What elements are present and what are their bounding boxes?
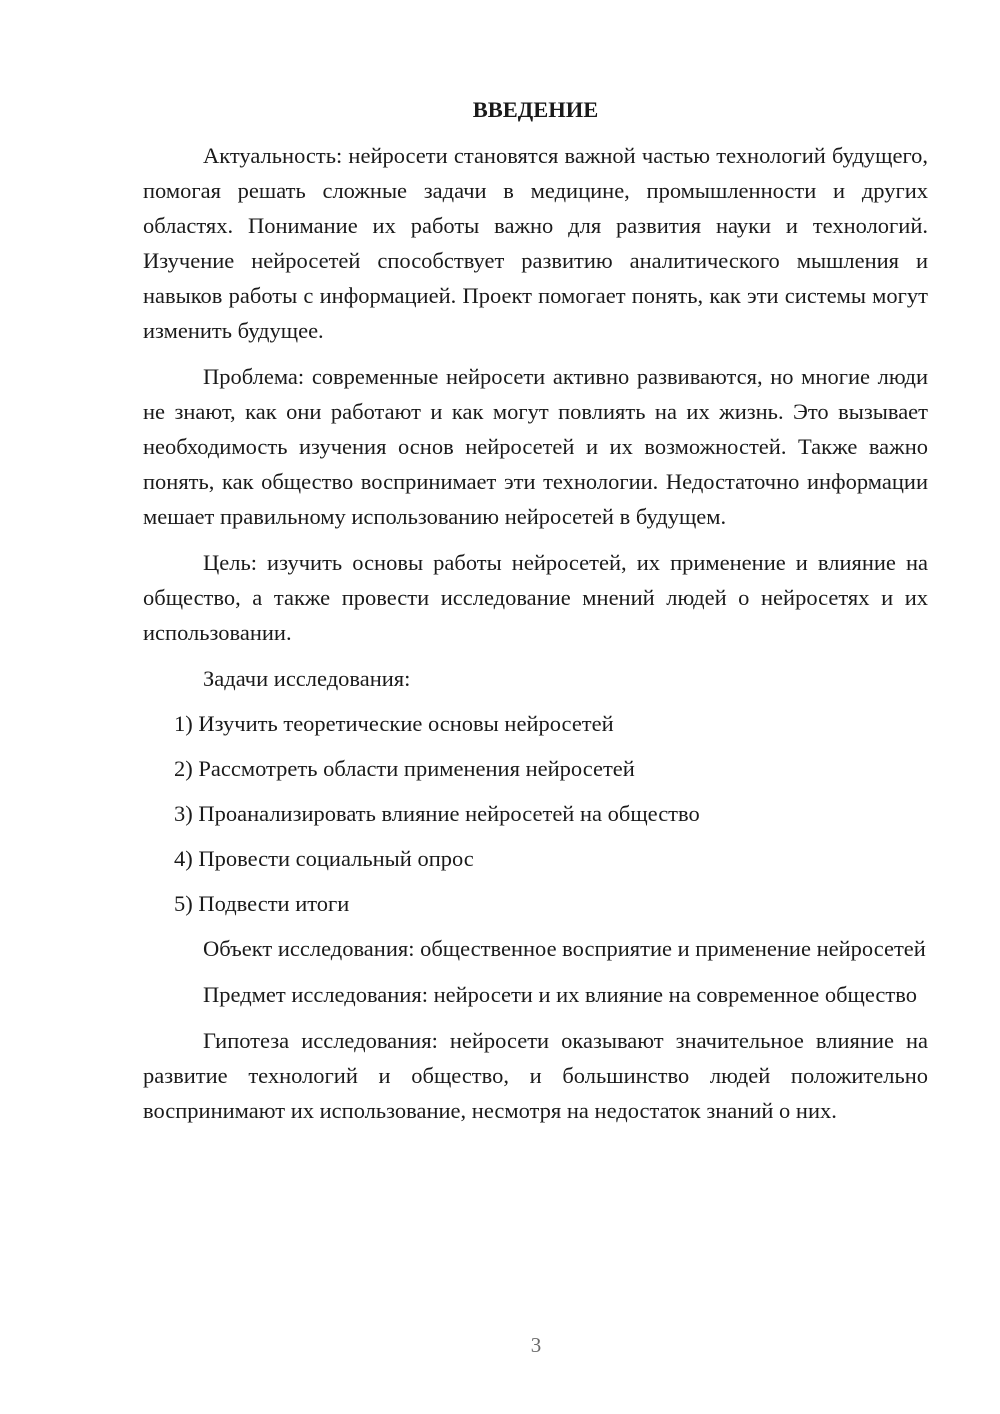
task-item-2: 2) Рассмотреть области применения нейросетей [174, 756, 635, 781]
goal-paragraph: Цель: изучить основы работы нейросетей, их применение и влияние на общество, а также провести исследование мнений людей о нейросетях и их использовании. [143, 550, 928, 645]
relevance-paragraph: Актуальность: нейросети становятся важной частью технологий будущего, помогая решать сложные задачи в медицине, промышленности и других областях. Понимание их работы важно для развития науки и технологий. Изучение нейросетей способствует развитию аналитического мышления и навыков работы с информацией. Проект помогает понять, как эти системы могут изменить будущее. [143, 143, 928, 343]
task-item-1: 1) Изучить теоретические основы нейросетей [174, 711, 614, 736]
tasks-list [143, 706, 928, 921]
tasks-heading: Задачи исследования: [203, 666, 411, 691]
task-item-5: 5) Подвести итоги [174, 891, 350, 916]
problem-paragraph: Проблема: современные нейросети активно развиваются, но многие люди не знают, как они работают и как могут повлиять на их жизнь. Это вызывает необходимость изучения основ нейросетей и их возможностей. Также важно понять, как общество воспринимает эти технологии. Недостаточно информации мешает правильному использованию нейросетей в будущем. [143, 364, 928, 529]
task-item-3: 3) Проанализировать влияние нейросетей на общество [174, 801, 700, 826]
task-item-4: 4) Провести социальный опрос [174, 846, 474, 871]
object-paragraph: Объект исследования: общественное восприятие и применение нейросетей [203, 936, 926, 961]
page-number: 3 [530, 1333, 542, 1357]
document-body [143, 95, 928, 1139]
page-title: ВВЕДЕНИЕ [472, 97, 599, 122]
subject-paragraph: Предмет исследования: нейросети и их влияние на современное общество [203, 982, 917, 1007]
hypothesis-paragraph: Гипотеза исследования: нейросети оказывают значительное влияние на развитие технологий и общество, и большинство людей положительно воспринимают их использование, несмотря на недостаток знаний о них. [143, 1028, 928, 1123]
